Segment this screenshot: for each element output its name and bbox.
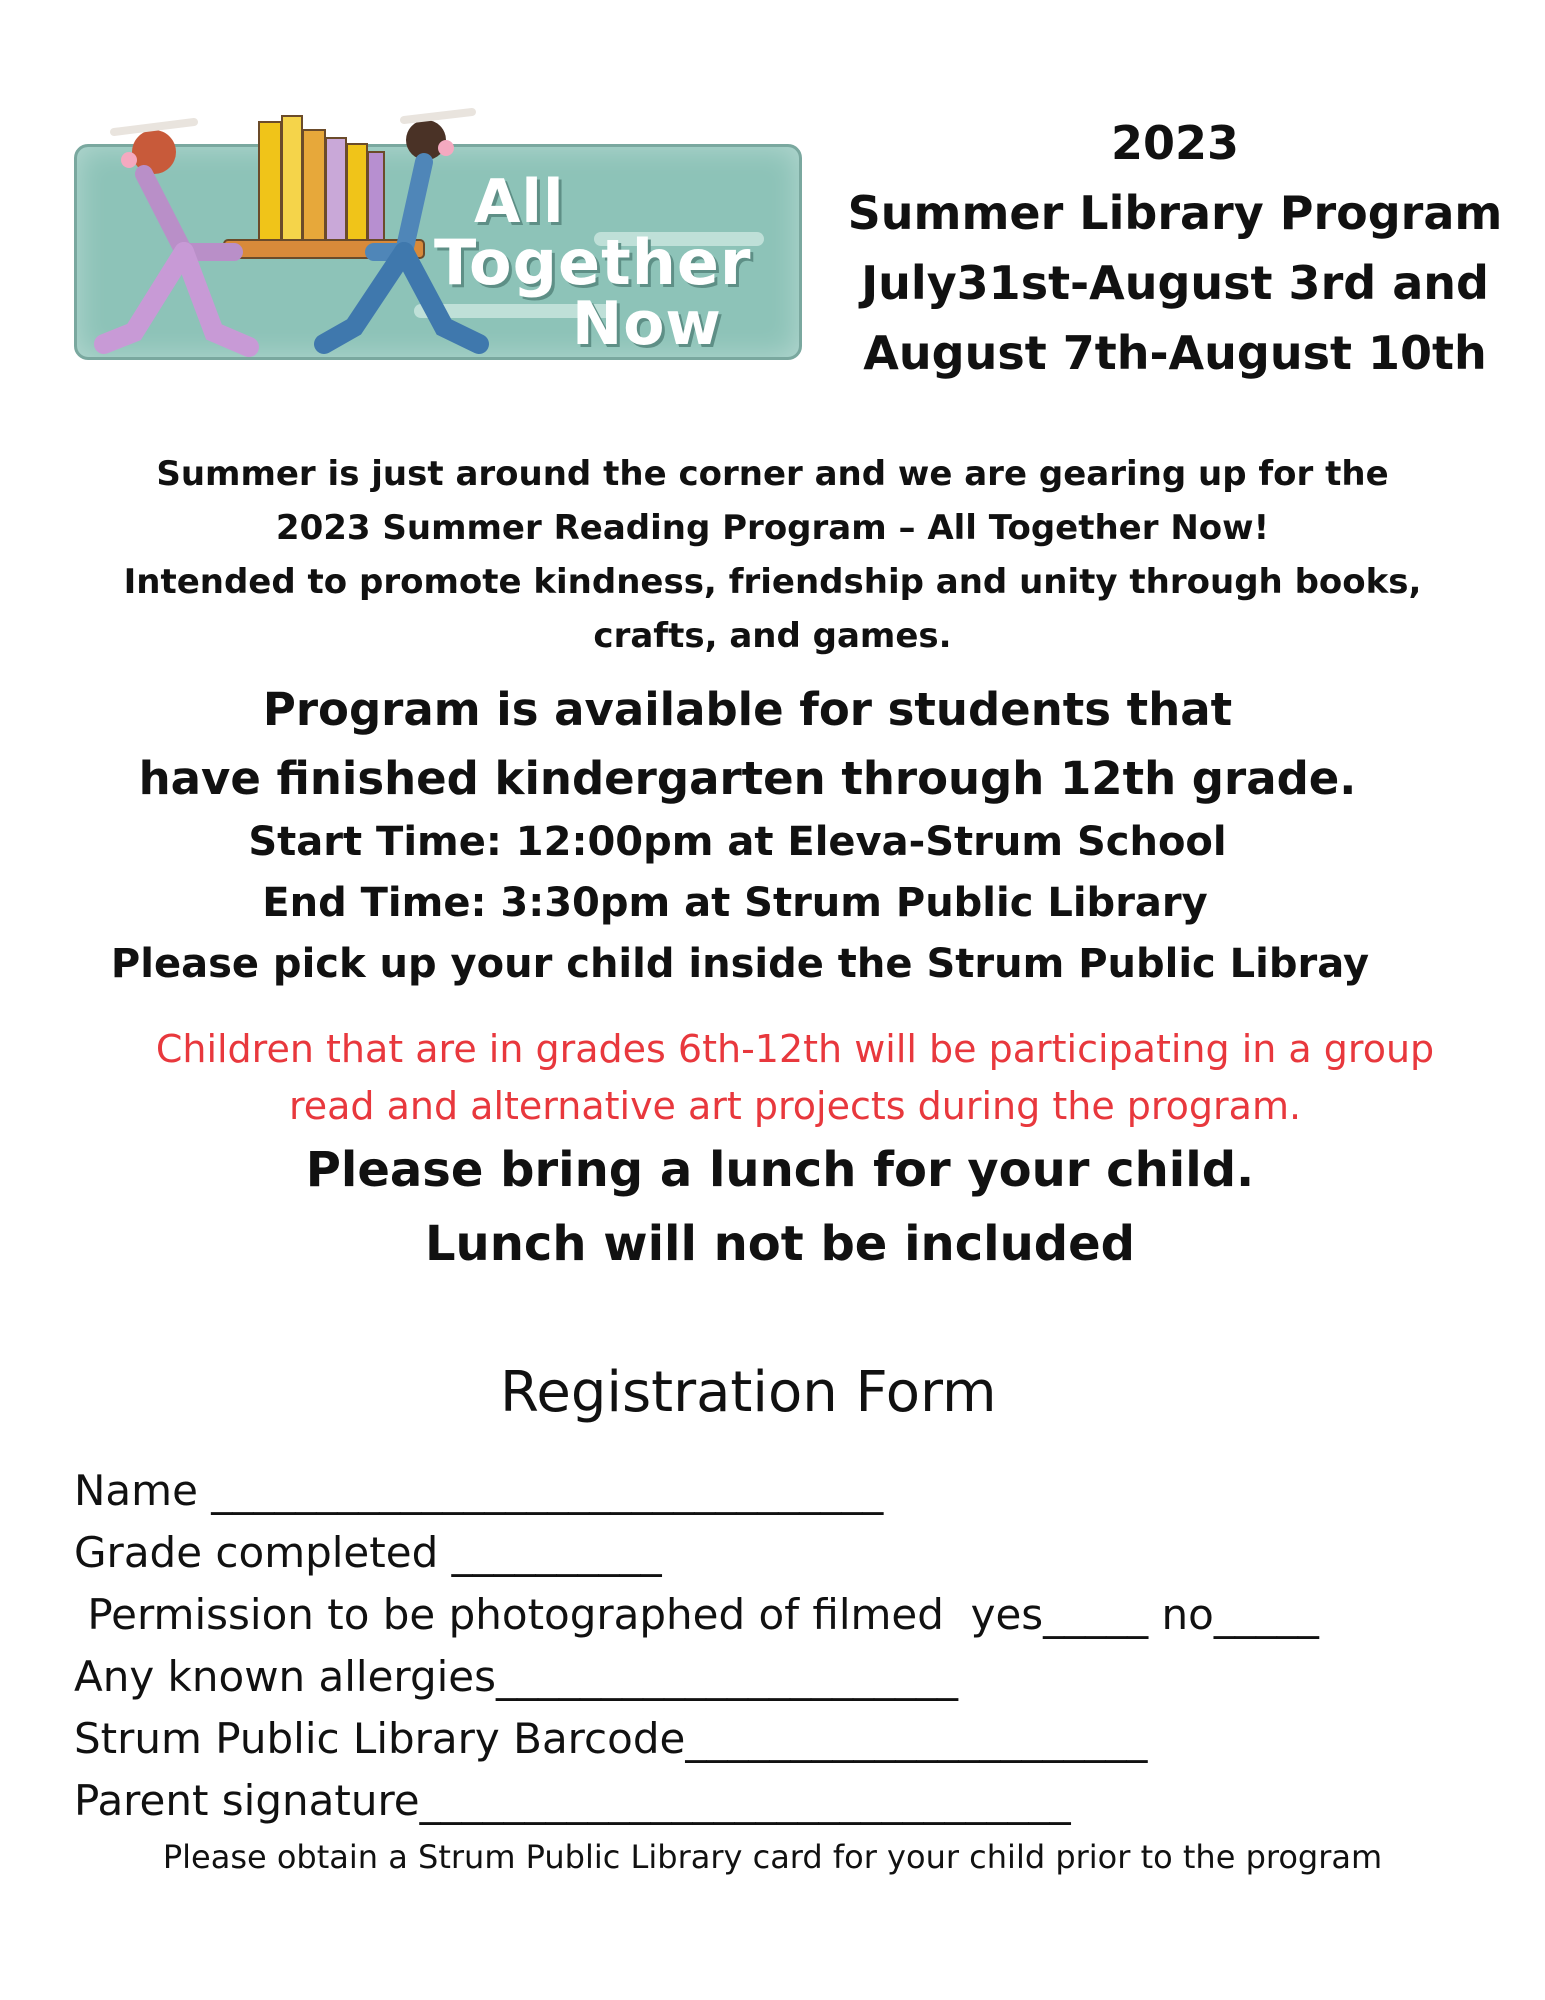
notice-line: Children that are in grades 6th-12th will be participating in a group [155, 1027, 1435, 1071]
lunch-line: Please bring a lunch for your child. [305, 1142, 1255, 1198]
eligibility-line: have finished kindergarten through 12th grade. [138, 752, 1357, 805]
grade-completed-field[interactable]: Grade completed __________ [74, 1528, 662, 1577]
name-field[interactable]: Name ________________________________ [74, 1466, 884, 1515]
registration-form-title: Registration Form [500, 1360, 997, 1425]
eligibility-text [60, 675, 1485, 813]
allergies-field[interactable]: Any known allergies______________________ [74, 1652, 959, 1701]
logo-text-all: All [474, 167, 565, 237]
program-logo [74, 82, 804, 382]
intro-line: crafts, and games. [593, 616, 952, 656]
intro-line: Intended to promote kindness, friendship and unity through books, [123, 562, 1422, 602]
header-dates-line1: July31st-August 3rd and [861, 256, 1489, 310]
intro-line: Summer is just around the corner and we are gearing up for the [156, 454, 1389, 494]
library-barcode-field[interactable]: Strum Public Library Barcode______________________ [74, 1714, 1148, 1763]
lunch-line: Lunch will not be included [424, 1216, 1136, 1272]
header-program-title: Summer Library Program [847, 186, 1503, 240]
pickup-instructions: Please pick up your child inside the Strum Public Libray [110, 941, 1370, 987]
start-time: Start Time: 12:00pm at Eleva-Strum School [248, 819, 1227, 865]
eligibility-line: Program is available for students that [262, 683, 1233, 736]
logo-text-together: Together [434, 226, 752, 299]
end-time: End Time: 3:30pm at Strum Public Library [262, 880, 1208, 926]
header-year: 2023 [1110, 116, 1240, 170]
intro-paragraph [60, 447, 1485, 663]
program-header [830, 108, 1520, 388]
intro-line: 2023 Summer Reading Program – All Together Now! [275, 508, 1270, 548]
header-dates-line2: August 7th-August 10th [863, 326, 1487, 380]
library-card-note: Please obtain a Strum Public Library card for your child prior to the program [162, 1838, 1383, 1876]
schedule-times [60, 812, 1485, 995]
lunch-notice [60, 1133, 1520, 1281]
notice-line: read and alternative art projects during the program. [288, 1084, 1302, 1128]
logo-text-now: Now [572, 289, 722, 359]
kids-carrying-books-illustration [74, 82, 494, 382]
photo-permission-field[interactable]: Permission to be photographed of filmed yes_____ no_____ [74, 1590, 1319, 1639]
older-students-notice [60, 1021, 1530, 1135]
parent-signature-field[interactable]: Parent signature_______________________________ [74, 1776, 1071, 1825]
